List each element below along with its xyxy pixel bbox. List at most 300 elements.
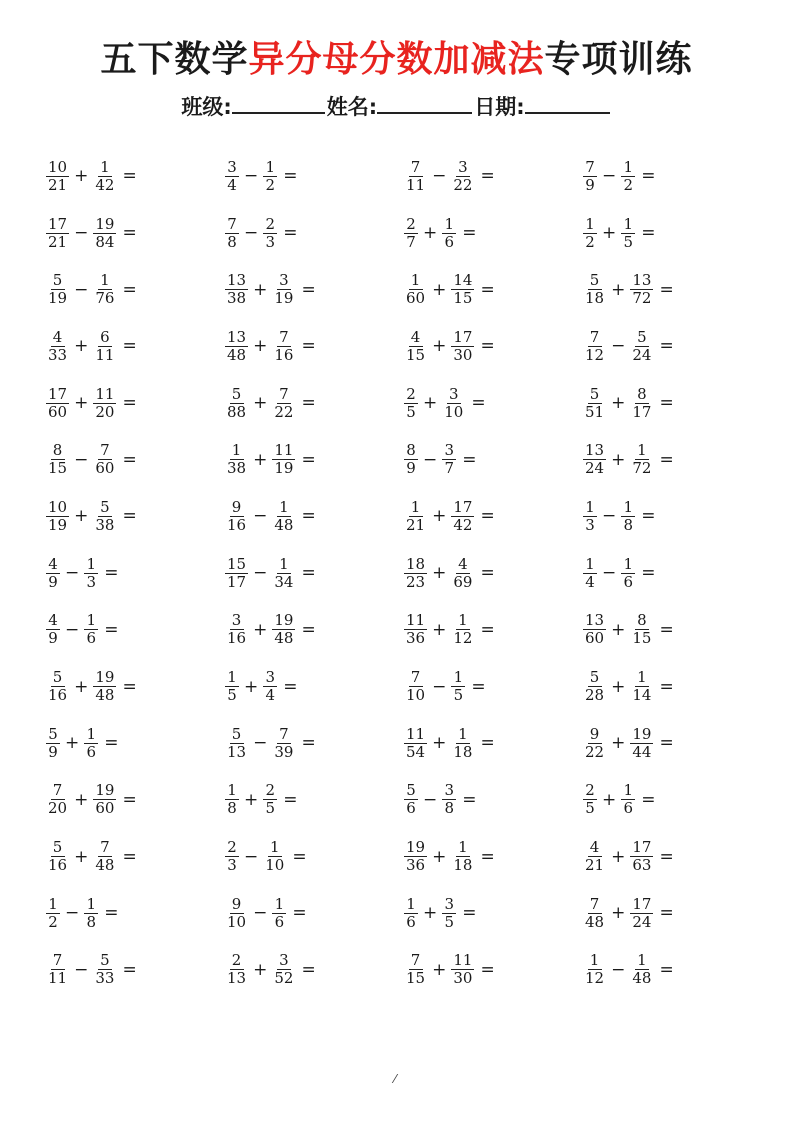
denominator: 21: [406, 515, 426, 534]
denominator: 15: [632, 629, 652, 648]
denominator: 3: [265, 232, 276, 251]
denominator: 33: [48, 345, 68, 364]
second-fraction: [93, 442, 116, 477]
first-fraction: [404, 159, 427, 194]
denominator: 42: [95, 175, 115, 194]
numerator: 5: [404, 782, 418, 800]
second-fraction: [621, 159, 635, 194]
numerator: 11: [95, 384, 115, 403]
first-fraction: [225, 669, 239, 704]
problem-item: [225, 488, 404, 545]
problem-item: [583, 148, 762, 205]
operator: +: [611, 676, 626, 697]
denominator: 18: [585, 289, 605, 308]
denominator: 16: [48, 686, 68, 705]
first-fraction: [404, 726, 427, 761]
first-fraction: [225, 726, 248, 761]
numerator: 7: [277, 726, 291, 744]
numerator: 2: [404, 216, 418, 234]
operator: +: [74, 166, 89, 187]
problem-item: [583, 828, 762, 885]
numerator: 1: [451, 669, 465, 687]
numerator: 19: [95, 668, 115, 687]
first-fraction: [225, 272, 248, 307]
first-fraction: [404, 896, 418, 931]
operator: +: [611, 846, 626, 867]
numerator: 7: [98, 442, 112, 460]
first-fraction: [46, 726, 60, 761]
operator: +: [432, 506, 447, 527]
denominator: 13: [227, 742, 247, 761]
numerator: 3: [263, 669, 277, 687]
problem-item: [225, 205, 404, 262]
operator: +: [74, 676, 89, 697]
operator: −: [253, 903, 268, 924]
operator: −: [74, 223, 89, 244]
problem-item: [404, 375, 583, 432]
first-fraction: [46, 782, 69, 817]
denominator: 9: [48, 629, 58, 648]
numerator: 7: [98, 839, 112, 857]
second-fraction: [93, 329, 116, 364]
operator: +: [253, 279, 268, 300]
denominator: 60: [48, 402, 68, 421]
problem-item: [583, 772, 762, 829]
denominator: 5: [227, 686, 237, 705]
operator: +: [611, 449, 626, 470]
equals-sign: =: [659, 676, 674, 697]
denominator: 11: [48, 969, 68, 988]
denominator: 63: [632, 856, 652, 875]
problem-item: [404, 205, 583, 262]
second-fraction: [84, 896, 98, 931]
denominator: 22: [585, 742, 605, 761]
second-fraction: [630, 442, 653, 477]
denominator: 88: [227, 402, 247, 421]
operator: +: [253, 959, 268, 980]
operator: +: [432, 619, 447, 640]
first-fraction: [225, 839, 239, 874]
denominator: 10: [227, 912, 247, 931]
denominator: 51: [585, 402, 605, 421]
operator: −: [423, 789, 438, 810]
numerator: 9: [230, 499, 244, 517]
title-part-2-highlight: 异分母分数加减法: [248, 39, 545, 80]
numerator: 1: [225, 782, 239, 800]
denominator: 8: [444, 799, 455, 818]
numerator: 7: [225, 216, 239, 234]
second-fraction: [451, 952, 474, 987]
numerator: 9: [588, 726, 602, 744]
denominator: 69: [453, 572, 473, 591]
denominator: 10: [444, 402, 464, 421]
problem-item: [225, 715, 404, 772]
equals-sign: =: [659, 959, 674, 980]
first-fraction: [404, 216, 418, 251]
denominator: 8: [86, 912, 97, 931]
second-fraction: [93, 782, 116, 817]
equals-sign: =: [301, 279, 316, 300]
second-fraction: [263, 839, 286, 874]
equals-sign: =: [659, 279, 674, 300]
problem-item: [46, 261, 225, 318]
denominator: 60: [95, 459, 115, 478]
problem-item: [583, 318, 762, 375]
numerator: 11: [406, 611, 426, 630]
second-fraction: [93, 952, 116, 987]
numerator: 5: [230, 726, 244, 744]
numerator: 19: [406, 838, 426, 857]
denominator: 6: [86, 629, 97, 648]
numerator: 13: [585, 441, 605, 460]
numerator: 4: [588, 839, 602, 857]
date-blank-line[interactable]: [525, 90, 610, 114]
denominator: 38: [227, 459, 247, 478]
second-fraction: [630, 896, 653, 931]
denominator: 48: [274, 515, 294, 534]
second-fraction: [93, 159, 116, 194]
equals-sign: =: [301, 959, 316, 980]
problem-item: [404, 148, 583, 205]
denominator: 6: [406, 799, 416, 818]
denominator: 9: [48, 572, 58, 591]
second-fraction: [272, 386, 295, 421]
operator: +: [423, 393, 438, 414]
first-fraction: [583, 952, 606, 987]
equals-sign: =: [641, 223, 656, 244]
equals-sign: =: [301, 506, 316, 527]
numerator: 4: [51, 329, 65, 347]
second-fraction: [272, 329, 295, 364]
operator: +: [244, 789, 259, 810]
title-part-3: 专项训练: [544, 39, 693, 80]
equals-sign: =: [122, 223, 137, 244]
first-fraction: [46, 499, 69, 534]
equals-sign: =: [480, 563, 495, 584]
numerator: 17: [453, 327, 473, 346]
operator: −: [611, 959, 626, 980]
denominator: 16: [48, 856, 68, 875]
class-blank-line[interactable]: [232, 90, 325, 114]
equals-sign: =: [659, 619, 674, 640]
denominator: 16: [227, 515, 247, 534]
denominator: 11: [406, 175, 426, 194]
second-fraction: [272, 442, 295, 477]
second-fraction: [630, 386, 653, 421]
name-blank-line[interactable]: [377, 90, 472, 114]
denominator: 38: [95, 515, 115, 534]
equals-sign: =: [122, 846, 137, 867]
denominator: 72: [632, 289, 652, 308]
denominator: 5: [585, 799, 595, 818]
denominator: 21: [585, 856, 605, 875]
numerator: 5: [230, 386, 244, 404]
operator: +: [253, 449, 268, 470]
denominator: 38: [227, 289, 247, 308]
denominator: 44: [632, 742, 652, 761]
first-fraction: [46, 952, 69, 987]
denominator: 8: [227, 232, 237, 251]
first-fraction: [225, 442, 248, 477]
denominator: 20: [95, 402, 115, 421]
problem-item: [225, 772, 404, 829]
denominator: 12: [453, 629, 473, 648]
page-mark: ⁄: [394, 1072, 397, 1086]
second-fraction: [84, 556, 98, 591]
numerator: 1: [635, 952, 649, 970]
numerator: 1: [84, 612, 98, 630]
denominator: 60: [95, 799, 115, 818]
first-fraction: [583, 159, 597, 194]
numerator: 19: [274, 611, 294, 630]
second-fraction: [272, 556, 295, 591]
equals-sign: =: [659, 449, 674, 470]
operator: +: [432, 336, 447, 357]
equals-sign: =: [292, 903, 307, 924]
denominator: 15: [406, 969, 426, 988]
numerator: 13: [227, 271, 247, 290]
equals-sign: =: [292, 846, 307, 867]
problem-item: [404, 488, 583, 545]
numerator: 1: [621, 782, 635, 800]
equals-sign: =: [122, 279, 137, 300]
operator: +: [611, 903, 626, 924]
operator: +: [432, 959, 447, 980]
numerator: 15: [227, 554, 247, 573]
second-fraction: [93, 272, 116, 307]
equals-sign: =: [301, 336, 316, 357]
problem-item: [46, 602, 225, 659]
denominator: 3: [227, 856, 237, 875]
equals-sign: =: [122, 166, 137, 187]
operator: +: [611, 393, 626, 414]
numerator: 1: [277, 556, 291, 574]
first-fraction: [46, 442, 69, 477]
numerator: 2: [404, 386, 418, 404]
equals-sign: =: [659, 393, 674, 414]
first-fraction: [46, 612, 60, 647]
equals-sign: =: [462, 789, 477, 810]
equals-sign: =: [480, 619, 495, 640]
equals-sign: =: [480, 336, 495, 357]
second-fraction: [451, 726, 474, 761]
second-fraction: [621, 556, 635, 591]
equals-sign: =: [480, 506, 495, 527]
equals-sign: =: [122, 789, 137, 810]
denominator: 60: [585, 629, 605, 648]
denominator: 23: [406, 572, 426, 591]
denominator: 24: [585, 459, 605, 478]
problem-item: [46, 658, 225, 715]
problem-item: [583, 375, 762, 432]
operator: −: [253, 733, 268, 754]
equals-sign: =: [462, 223, 477, 244]
denominator: 14: [632, 686, 652, 705]
operator: −: [74, 959, 89, 980]
numerator: 14: [453, 271, 473, 290]
equals-sign: =: [122, 959, 137, 980]
numerator: 5: [635, 329, 649, 347]
operator: +: [432, 846, 447, 867]
equals-sign: =: [122, 449, 137, 470]
numerator: 1: [583, 216, 597, 234]
numerator: 1: [442, 216, 456, 234]
second-fraction: [451, 499, 474, 534]
numerator: 10: [48, 497, 68, 516]
first-fraction: [46, 272, 69, 307]
problem-item: [46, 431, 225, 488]
problem-item: [583, 431, 762, 488]
denominator: 84: [95, 232, 115, 251]
numerator: 7: [277, 329, 291, 347]
numerator: 1: [588, 952, 602, 970]
problem-item: [46, 885, 225, 942]
first-fraction: [225, 782, 239, 817]
second-fraction: [621, 499, 635, 534]
second-fraction: [451, 669, 465, 704]
numerator: 1: [635, 442, 649, 460]
operator: +: [253, 336, 268, 357]
denominator: 17: [632, 402, 652, 421]
equals-sign: =: [104, 903, 119, 924]
denominator: 8: [227, 799, 237, 818]
first-fraction: [404, 499, 427, 534]
denominator: 5: [453, 686, 464, 705]
problem-item: [404, 658, 583, 715]
operator: −: [244, 166, 259, 187]
problem-item: [404, 545, 583, 602]
denominator: 19: [48, 289, 68, 308]
problem-item: [583, 545, 762, 602]
second-fraction: [263, 669, 277, 704]
numerator: 5: [588, 386, 602, 404]
problem-item: [404, 261, 583, 318]
second-fraction: [442, 782, 456, 817]
second-fraction: [621, 216, 635, 251]
denominator: 42: [453, 515, 473, 534]
operator: −: [74, 279, 89, 300]
first-fraction: [404, 442, 418, 477]
denominator: 18: [453, 856, 473, 875]
numerator: 1: [621, 556, 635, 574]
second-fraction: [630, 272, 653, 307]
denominator: 13: [227, 969, 247, 988]
first-fraction: [583, 782, 597, 817]
numerator: 2: [583, 782, 597, 800]
second-fraction: [93, 839, 116, 874]
problem-item: [225, 602, 404, 659]
equals-sign: =: [283, 676, 298, 697]
first-fraction: [225, 159, 239, 194]
numerator: 18: [406, 554, 426, 573]
first-fraction: [583, 556, 597, 591]
numerator: 3: [442, 782, 456, 800]
second-fraction: [93, 669, 116, 704]
numerator: 8: [635, 386, 649, 404]
problem-item: [46, 545, 225, 602]
numerator: 5: [46, 726, 60, 744]
numerator: 7: [409, 952, 423, 970]
operator: +: [602, 789, 617, 810]
second-fraction: [451, 159, 474, 194]
operator: −: [74, 449, 89, 470]
denominator: 10: [265, 856, 285, 875]
denominator: 6: [444, 232, 455, 251]
denominator: 5: [444, 912, 455, 931]
numerator: 1: [404, 896, 418, 914]
problem-item: [583, 885, 762, 942]
numerator: 11: [274, 441, 294, 460]
problem-item: [583, 261, 762, 318]
problem-item: [46, 375, 225, 432]
name-label: 姓名:: [326, 95, 378, 119]
denominator: 48: [95, 686, 115, 705]
operator: −: [602, 563, 617, 584]
denominator: 9: [406, 459, 416, 478]
second-fraction: [442, 896, 456, 931]
first-fraction: [225, 499, 248, 534]
numerator: 10: [48, 157, 68, 176]
first-fraction: [404, 386, 418, 421]
numerator: 1: [583, 556, 597, 574]
operator: −: [65, 563, 80, 584]
denominator: 9: [48, 742, 58, 761]
numerator: 6: [98, 329, 112, 347]
first-fraction: [583, 669, 606, 704]
denominator: 6: [623, 572, 634, 591]
denominator: 48: [95, 856, 115, 875]
class-label: 班级:: [181, 95, 232, 119]
numerator: 1: [621, 216, 635, 234]
problem-item: [583, 715, 762, 772]
denominator: 5: [623, 232, 634, 251]
numerator: 4: [46, 612, 60, 630]
denominator: 8: [623, 515, 634, 534]
first-fraction: [225, 896, 248, 931]
first-fraction: [583, 272, 606, 307]
denominator: 4: [265, 686, 276, 705]
first-fraction: [404, 329, 427, 364]
denominator: 3: [86, 572, 97, 591]
second-fraction: [630, 726, 653, 761]
denominator: 19: [48, 515, 68, 534]
numerator: 1: [456, 839, 470, 857]
second-fraction: [630, 952, 653, 987]
problem-item: [225, 828, 404, 885]
denominator: 30: [453, 345, 473, 364]
denominator: 54: [406, 742, 426, 761]
first-fraction: [46, 896, 60, 931]
problem-item: [583, 602, 762, 659]
denominator: 7: [444, 459, 455, 478]
operator: +: [432, 563, 447, 584]
operator: +: [74, 393, 89, 414]
denominator: 36: [406, 629, 426, 648]
problem-item: [46, 715, 225, 772]
first-fraction: [404, 839, 427, 874]
equals-sign: =: [122, 676, 137, 697]
operator: −: [423, 449, 438, 470]
denominator: 20: [48, 799, 68, 818]
first-fraction: [583, 612, 606, 647]
denominator: 6: [406, 912, 416, 931]
numerator: 7: [588, 896, 602, 914]
numerator: 19: [632, 724, 652, 743]
operator: +: [253, 619, 268, 640]
numerator: 2: [230, 952, 244, 970]
second-fraction: [451, 612, 474, 647]
operator: +: [74, 846, 89, 867]
